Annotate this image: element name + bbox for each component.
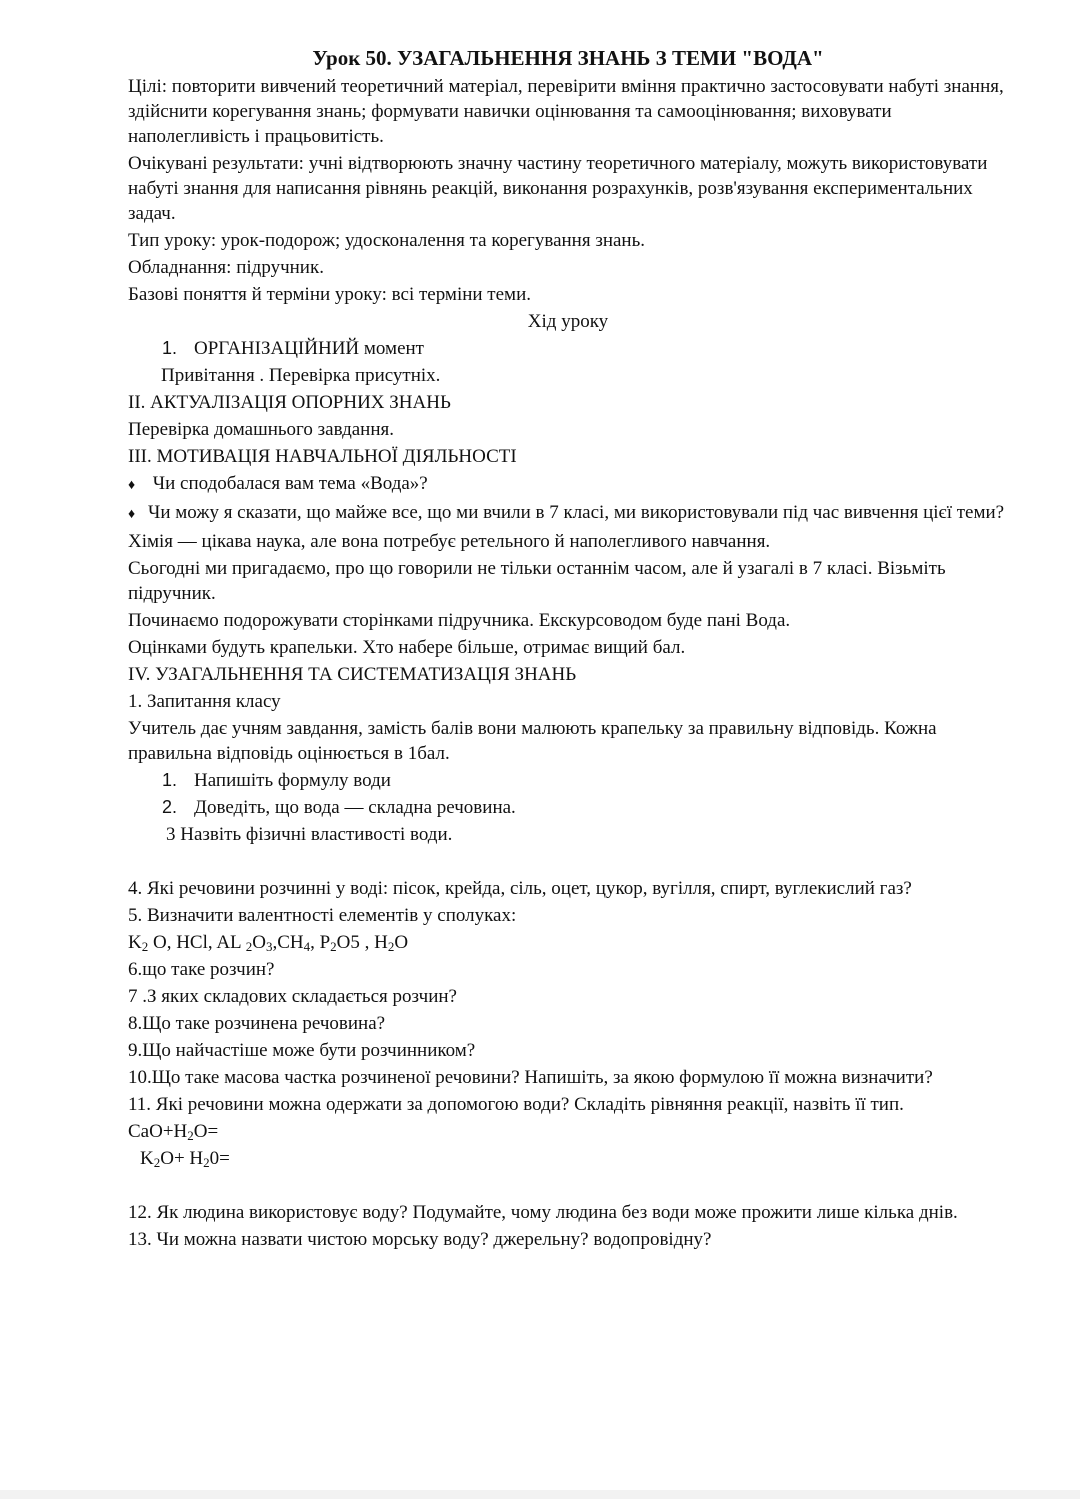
results-paragraph: Очікувані результати: учні відтворюють значну частину теоретичного матеріалу, можуть використовувати набуті знання для написання рівнянь реакцій, виконання розрахунків, розв'язування експериментальних задач. (128, 153, 988, 224)
section1-text: Привітання . Перевірка присутніх. (161, 365, 441, 386)
section1-number: 1. (162, 338, 178, 358)
formula-line: $K_2$ O, HCl, AL $_2O_3,CH_4$, $P_2O5$ , $H_2O$ (128, 932, 409, 954)
question-text: 10.Що таке масова частка розчиненої речовини? Напишіть, за якою формулою її можна визначити? (128, 1067, 933, 1088)
question-text: 6.що таке розчин? (128, 959, 275, 980)
equation-line: $K_2O+ H_20=$ (140, 1148, 230, 1170)
page-title: Урок 50. УЗАГАЛЬНЕННЯ ЗНАНЬ З ТЕМИ "ВОДА" (312, 46, 824, 70)
question-number: 2. (162, 797, 178, 817)
bullet-item (128, 500, 1008, 527)
bullet-text: Чи можу я сказати, що майже все, що ми вчили в 7 класі, ми використовували під час вивчення цієї теми? (148, 502, 1005, 523)
section4-heading: IV. УЗАГАЛЬНЕННЯ ТА СИСТЕМАТИЗАЦІЯ ЗНАНЬ (128, 664, 577, 685)
question-text: 5. Визначити валентності елементів у сполуках: (128, 905, 517, 926)
section1-title: ОРГАНІЗАЦІЙНИЙ момент (194, 338, 424, 359)
question-item (128, 795, 1008, 820)
section3-heading: III. МОТИВАЦІЯ НАВЧАЛЬНОЇ ДІЯЛЬНОСТІ (128, 446, 517, 467)
question-text: 3 Назвіть фізичні властивості води. (166, 824, 453, 845)
question-text: Напишіть формулу води (194, 770, 391, 791)
equipment: Обладнання: підручник. (128, 257, 324, 278)
section1-heading (128, 336, 1008, 361)
question-text: 12. Як людина використовує воду? Подумайте, чому людина без води може прожити лише кілька днів. (128, 1202, 958, 1223)
diamond-bullet-icon: ♦ (128, 507, 136, 522)
goals-paragraph: Цілі: повторити вивчений теоретичний матеріал, перевірити вміння практично застосовувати набуті знання, здійснити корегування знань; формувати навички оцінювання та самооцінювання; виховувати наполегливість і працьовитість. (128, 76, 1004, 147)
motivation-paragraph: Оцінками будуть крапельки. Хто набере більше, отримає вищий бал. (128, 637, 686, 658)
page-bottom-edge (0, 1490, 1080, 1499)
question-text: 7 .З яких складових складається розчин? (128, 986, 457, 1007)
question-item (128, 768, 1008, 793)
question-text: 9.Що найчастіше може бути розчинником? (128, 1040, 476, 1061)
lesson-flow-heading: Хід уроку (527, 311, 609, 332)
question-text: 4. Які речовини розчинні у воді: пісок, крейда, сіль, оцет, цукор, вугілля, спирт, вуглекислий газ? (128, 878, 912, 899)
motivation-paragraph: Сьогодні ми пригадаємо, про що говорили не тільки останнім часом, але й узагалі в 7 класі. Візьміть підручник. (128, 558, 946, 604)
question-text: 8.Що таке розчинена речовина? (128, 1013, 386, 1034)
section2-heading: II. АКТУАЛІЗАЦІЯ ОПОРНИХ ЗНАНЬ (128, 392, 451, 413)
motivation-paragraph: Починаємо подорожувати сторінками підручника. Екскурсоводом буде пані Вода. (128, 610, 791, 631)
question-text: 13. Чи можна назвати чистою морську воду? джерельну? водопровідну? (128, 1229, 712, 1250)
document-body (128, 44, 1008, 1254)
lesson-type: Тип уроку: урок-подорож; удосконалення та корегування знань. (128, 230, 646, 251)
terms: Базові поняття й терміни уроку: всі терміни теми. (128, 284, 531, 305)
motivation-paragraph: Хімія — цікава наука, але вона потребує ретельного й наполегливого навчання. (128, 531, 771, 552)
section2-text: Перевірка домашнього завдання. (128, 419, 394, 440)
question-text: 11. Які речовини можна одержати за допомогою води? Складіть рівняння реакції, назвіть її тип. (128, 1094, 904, 1115)
section4-instruction: Учитель дає учням завдання, замість балів вони малюють крапельку за правильну відповідь. Кожна правильна відповідь оцінюється в 1бал. (128, 718, 937, 764)
question-number: 1. (162, 770, 178, 790)
question-text: Доведіть, що вода — складна речовина. (194, 797, 516, 818)
section4-subheading: 1. Запитання класу (128, 691, 281, 712)
bullet-item (128, 471, 1008, 498)
diamond-bullet-icon: ♦ (128, 478, 136, 493)
equation-line: $CaO+H_2O=$ (128, 1121, 219, 1143)
bullet-text: Чи сподобалася вам тема «Вода»? (152, 473, 428, 494)
